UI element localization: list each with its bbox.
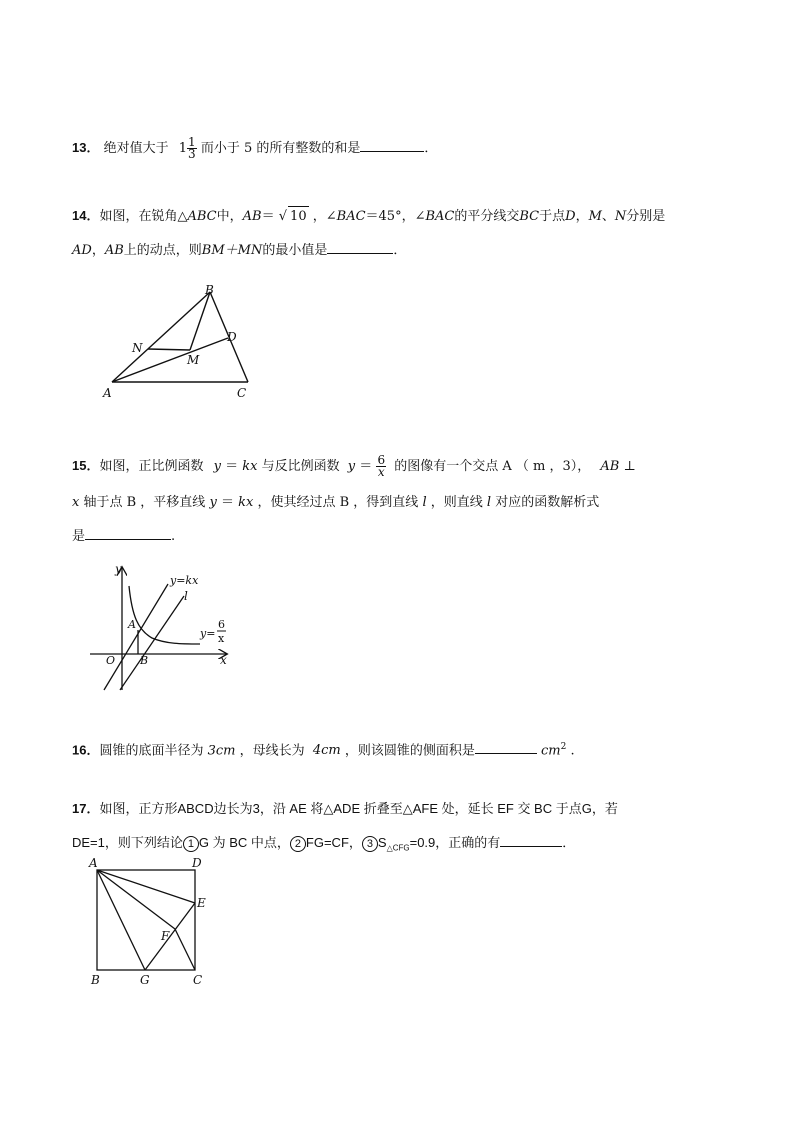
segment-fc bbox=[175, 929, 195, 970]
question-15-line-1: 15．如图，正比例函数 y ＝ kx 与反比例函数 y ＝ $\frac{6}{x}$ 的图像有一个交点 A （ m ，3）， AB ⊥ bbox=[72, 453, 636, 479]
circled-number-2: 2 bbox=[290, 836, 306, 852]
question-15-line-3: 是 . bbox=[72, 525, 722, 547]
square-figure-17 bbox=[86, 853, 216, 988]
question-number: 13． bbox=[72, 140, 100, 155]
label-d: D bbox=[227, 330, 237, 344]
label-n: N bbox=[132, 341, 143, 355]
label-b: B bbox=[91, 973, 100, 987]
sqrt-value: 10 bbox=[288, 206, 309, 227]
sqrt-sign: √ bbox=[278, 209, 288, 224]
segment-eg bbox=[145, 903, 195, 970]
label-l: l bbox=[184, 589, 188, 603]
triangle-figure-14 bbox=[96, 280, 266, 405]
label-c: C bbox=[193, 973, 203, 987]
hyperbola-curve bbox=[129, 586, 200, 644]
label-m: M bbox=[187, 353, 200, 367]
label-b: B bbox=[140, 654, 149, 667]
square-abcd bbox=[97, 870, 195, 970]
question-text: 而小于 5 的所有整数的和是 bbox=[200, 141, 361, 156]
label-c: C bbox=[237, 386, 247, 400]
label-d: D bbox=[192, 856, 202, 870]
label-g: G bbox=[140, 973, 150, 987]
label-y: y bbox=[115, 562, 122, 576]
segment-mn bbox=[148, 349, 190, 350]
label-f: F bbox=[161, 929, 170, 943]
question-13: 13． 绝对值大于 1 $\frac{1}{3}$ 而小于 5 的所有整数的和是 ． bbox=[72, 135, 438, 161]
segment-ae bbox=[97, 870, 195, 903]
answer-blank[interactable] bbox=[500, 832, 562, 847]
label-x-den: x bbox=[218, 632, 225, 645]
label-e: E bbox=[197, 896, 206, 910]
label-a: A bbox=[128, 618, 136, 631]
answer-blank[interactable] bbox=[360, 137, 424, 152]
label-ykx: y=kx bbox=[170, 574, 199, 587]
label-a: A bbox=[103, 386, 112, 400]
question-number: 14． bbox=[72, 208, 100, 223]
fraction-6-over-x: $\frac{6}{x}$ bbox=[377, 453, 386, 479]
label-x: x bbox=[220, 653, 227, 667]
question-number: 15． bbox=[72, 458, 100, 473]
label-b: B bbox=[205, 283, 214, 297]
question-14-line-1: 14．如图，在锐角△ABC中，AB＝ √ 10 ，∠BAC＝45°，∠BAC的平分线交BC于点D，M、N分别是 bbox=[72, 206, 722, 227]
line-ykx bbox=[104, 584, 168, 690]
question-text: 绝对值大于 bbox=[103, 141, 169, 156]
segment-af bbox=[97, 870, 175, 929]
question-15-line-2: x 轴于点 B ，平移直线 y ＝ kx ，使其经过点 B ，得到直线 l ，则直线 l 对应的函数解析式 bbox=[72, 495, 600, 510]
question-14-line-2: AD，AB上的动点，则BM＋MN的最小值是 ． bbox=[72, 239, 722, 261]
mixed-number: 1 $\frac{1}{3}$ bbox=[178, 135, 196, 161]
label-six: 6 bbox=[218, 618, 225, 631]
label-y-eq: y= bbox=[200, 627, 216, 640]
answer-blank[interactable] bbox=[327, 239, 393, 254]
question-17-line-2: DE=1，则下列结论 1 G 为 BC 中点， 2 FG=CF， 3 $S_{\triangle CFG}=0.9$，正确的有 ． bbox=[72, 832, 722, 859]
question-number: 17． bbox=[72, 801, 100, 816]
question-17-line-1: 17．如图，正方形ABCD边长为3，沿 AE 将△ADE 折叠至△AFE 处，延长 EF 交 BC 于点G，若 bbox=[72, 801, 618, 816]
answer-blank[interactable] bbox=[475, 739, 537, 754]
answer-blank[interactable] bbox=[85, 525, 171, 540]
question-number: 16． bbox=[72, 742, 100, 758]
circled-number-1: 1 bbox=[183, 836, 199, 852]
question-16: 16．圆锥的底面半径为 3cm ，母线长为 4cm ，则该圆锥的侧面积是 $cm^2$ . bbox=[72, 737, 722, 761]
label-o: O bbox=[106, 654, 116, 667]
segment-ad bbox=[112, 338, 228, 382]
circled-number-3: 3 bbox=[362, 836, 378, 852]
label-a: A bbox=[89, 856, 98, 870]
segment-ab bbox=[112, 292, 210, 382]
segment-ag bbox=[97, 870, 145, 970]
function-graph-15 bbox=[86, 560, 236, 695]
